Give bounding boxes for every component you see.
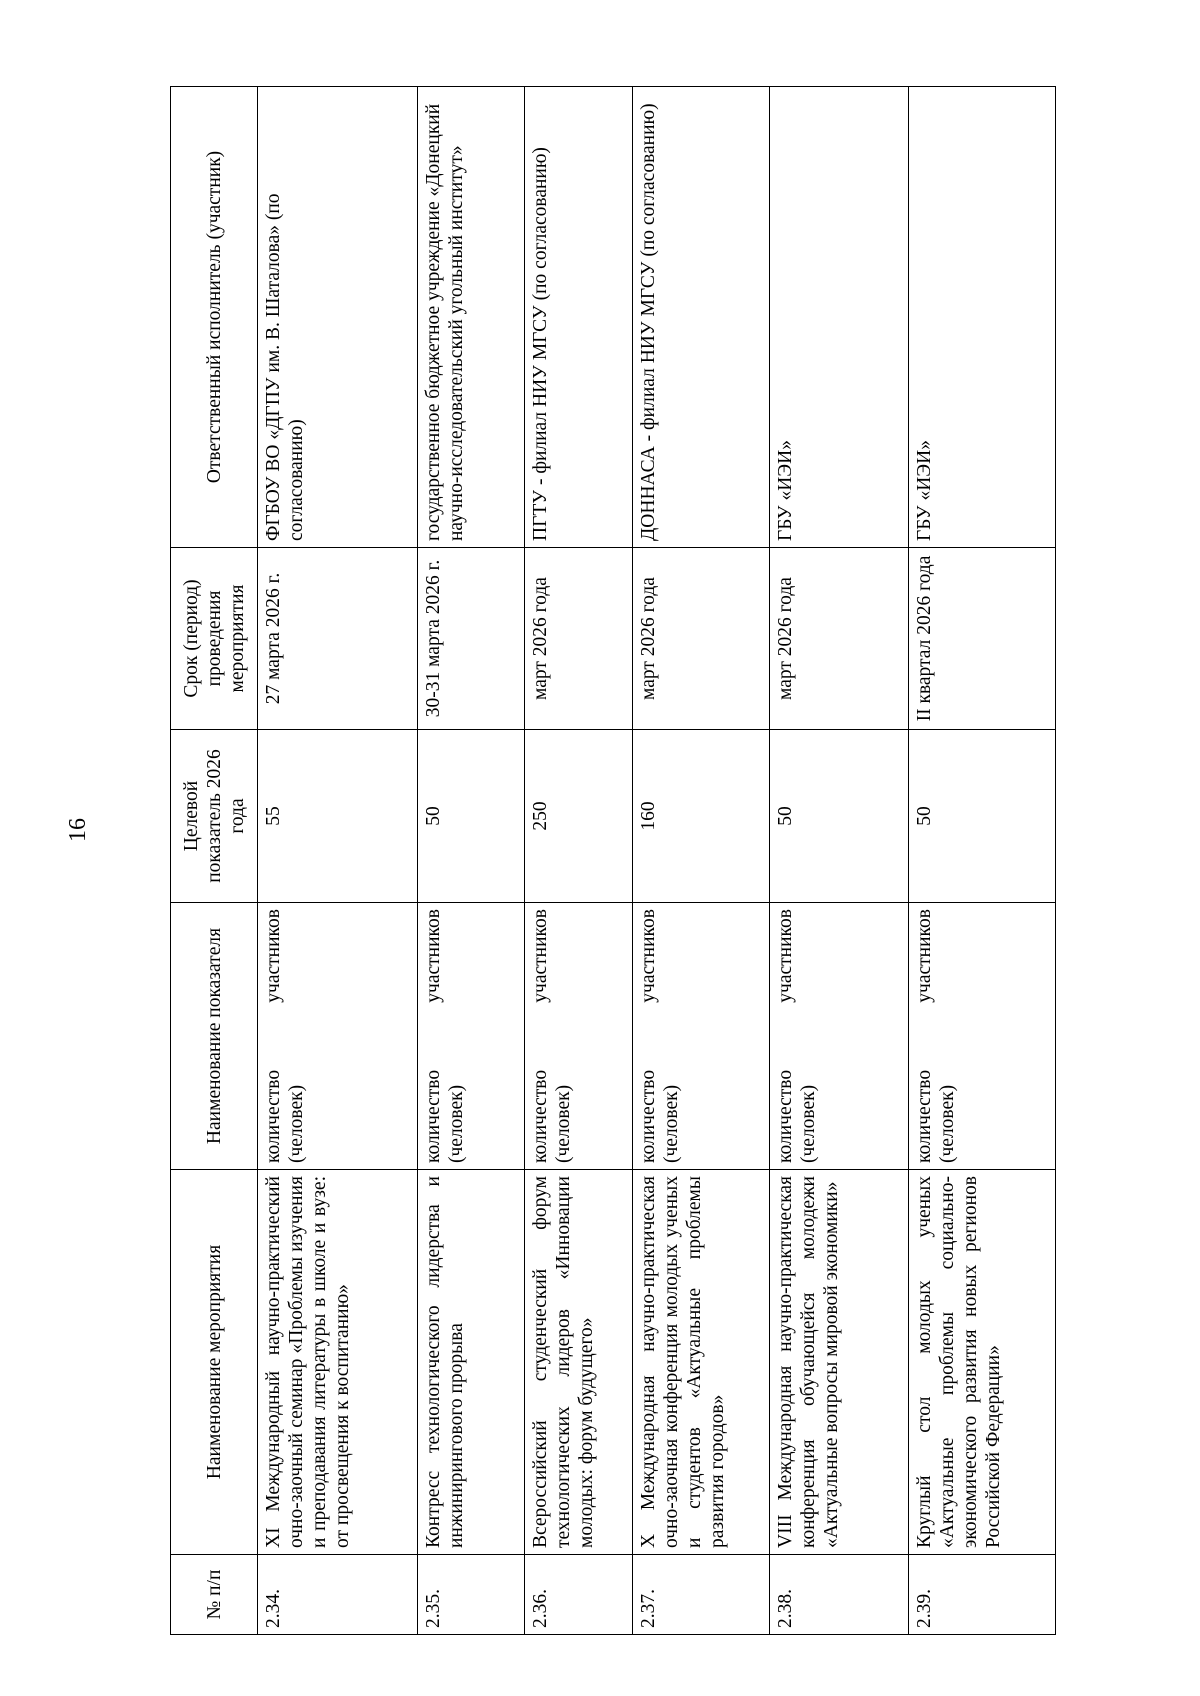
table-row [770, 87, 909, 1635]
target-value: 50 [418, 730, 525, 903]
event-name: Круглый стол молодых ученых «Актуальные проблемы социально-экономического развития новых регионов Российской Федерации» [909, 1170, 1056, 1555]
event-term: 27 марта 2026 г. [258, 548, 418, 730]
table-row [525, 87, 633, 1635]
page-number: 16 [65, 818, 91, 842]
target-value: 55 [258, 730, 418, 903]
events-table [170, 86, 1056, 1635]
row-number: 2.34. [258, 1555, 418, 1635]
event-name: XI Международный научно-практический очно-заочный семинар «Проблемы изучения и преподавания литературы в школе и вузе: от просвещения к воспитанию» [258, 1170, 418, 1555]
responsible-party: ПГТУ - филиал НИУ МГСУ (по согласованию) [525, 87, 633, 548]
rotated-page-content [170, 87, 1055, 1635]
event-name: VIII Международная научно-практическая конференция обучающейся молодежи «Актуальные вопросы мировой экономики» [770, 1170, 909, 1555]
target-value: 50 [909, 730, 1056, 903]
responsible-party: ФГБОУ ВО «ДГПУ им. В. Шаталова» (по согласованию) [258, 87, 418, 548]
indicator-name: количество участников (человек) [909, 903, 1056, 1170]
responsible-party: ГБУ «ИЭИ» [770, 87, 909, 548]
table-row [258, 87, 418, 1635]
header-indicator: Наименование показателя [171, 903, 258, 1170]
indicator-name: количество участников (человек) [633, 903, 770, 1170]
event-term: 30-31 марта 2026 г. [418, 548, 525, 730]
event-name: Всероссийский студенческий форум технологических лидеров «Инновации молодых: форум будущего» [525, 1170, 633, 1555]
row-number: 2.38. [770, 1555, 909, 1635]
row-number: 2.37. [633, 1555, 770, 1635]
row-number: 2.36. [525, 1555, 633, 1635]
header-responsible: Ответственный исполнитель (участник) [171, 87, 258, 548]
event-term: март 2026 года [770, 548, 909, 730]
row-number: 2.39. [909, 1555, 1056, 1635]
event-term: март 2026 года [525, 548, 633, 730]
event-name: X Международная научно-практическая очно-заочная конференция молодых ученых и студентов «Актуальные проблемы развития городов» [633, 1170, 770, 1555]
responsible-party: ГБУ «ИЭИ» [909, 87, 1056, 548]
indicator-name: количество участников (человек) [770, 903, 909, 1170]
table-row [909, 87, 1056, 1635]
table-row [418, 87, 525, 1635]
header-target: Целевой показатель 2026 года [171, 730, 258, 903]
responsible-party: государственное бюджетное учреждение «Донецкий научно-исследовательский угольный институт» [418, 87, 525, 548]
indicator-name: количество участников (человек) [258, 903, 418, 1170]
indicator-name: количество участников (человек) [418, 903, 525, 1170]
responsible-party: ДОННАСА - филиал НИУ МГСУ (по согласованию) [633, 87, 770, 548]
header-num: № п/п [171, 1555, 258, 1635]
header-term: Срок (период) проведения мероприятия [171, 548, 258, 730]
table-row [633, 87, 770, 1635]
event-term: март 2026 года [633, 548, 770, 730]
target-value: 50 [770, 730, 909, 903]
row-number: 2.35. [418, 1555, 525, 1635]
table-header-row [171, 87, 258, 1635]
target-value: 250 [525, 730, 633, 903]
target-value: 160 [633, 730, 770, 903]
indicator-name: количество участников (человек) [525, 903, 633, 1170]
header-event-name: Наименование мероприятия [171, 1170, 258, 1555]
event-name: Контресс технологического лидерства и инжинирингового прорыва [418, 1170, 525, 1555]
event-term: II квартал 2026 года [909, 548, 1056, 730]
